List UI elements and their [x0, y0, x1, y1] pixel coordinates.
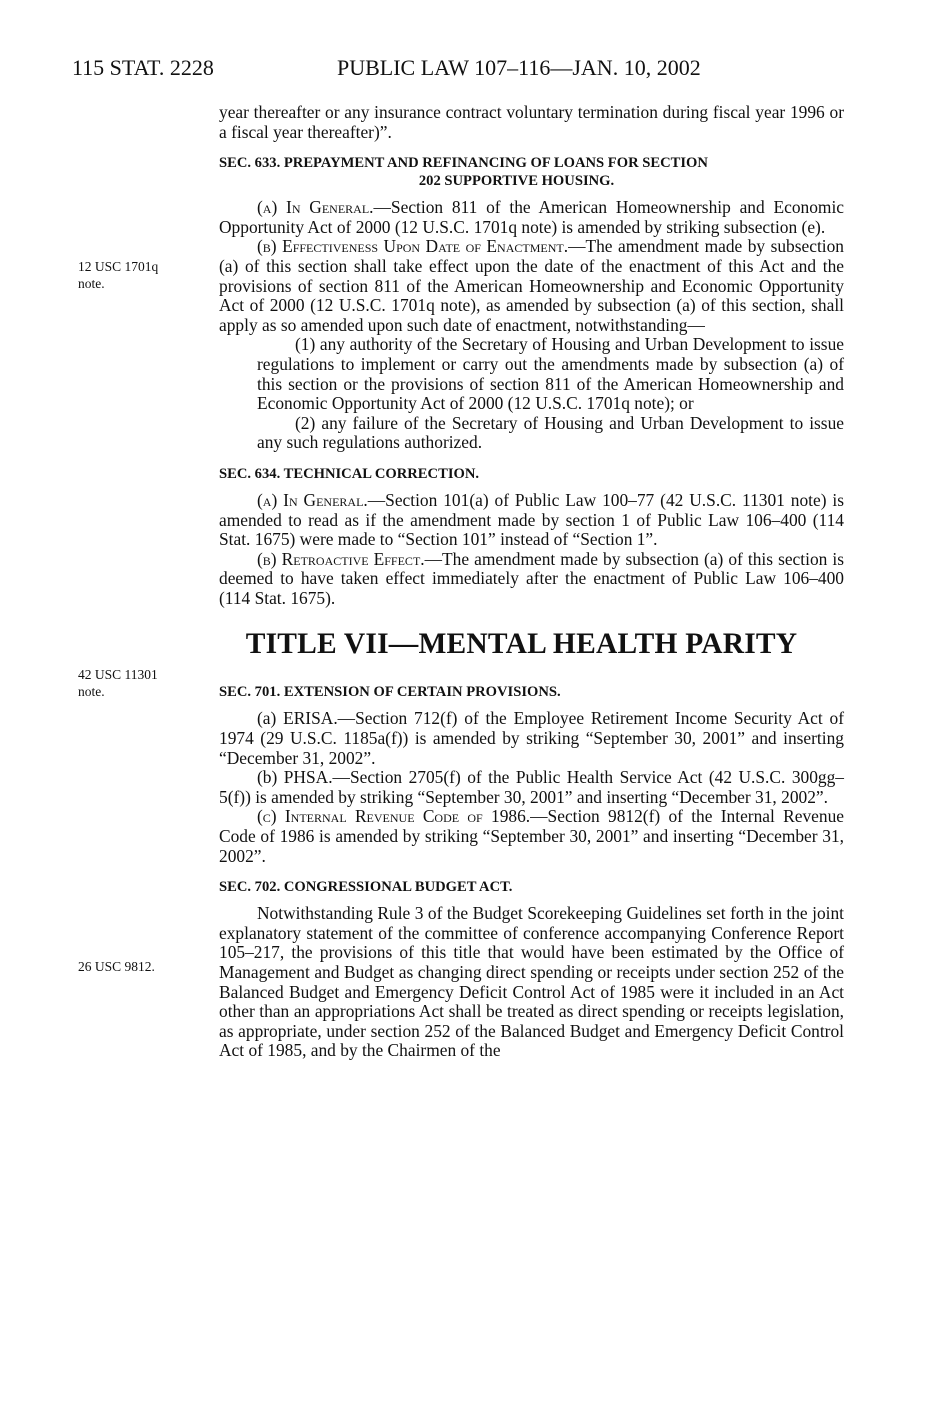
margin-note-12-usc-1701q: 12 USC 1701q note.: [78, 259, 159, 291]
section-634-heading: SEC. 634. TECHNICAL CORRECTION.: [219, 465, 480, 482]
running-header: [72, 55, 872, 85]
paragraph-continuation: year thereafter or any insurance contract voluntary termination during fiscal year 1996 or a fiscal year thereafter)”.: [219, 102, 844, 142]
section-633-a: (a) In General.—Section 811 of the American Homeownership and Economic Opportunity Act of 2000 (12 U.S.C. 1701q note) is amended by striking subsection (e).: [219, 197, 844, 237]
section-701-a: (a) ERISA.—Section 712(f) of the Employee Retirement Income Security Act of 1974 (29 U.S.C. 1185a(f)) is amended by striking “September 30, 2001” and inserting “December 31, 2002”.: [219, 708, 844, 768]
document-body: [219, 103, 844, 1061]
section-633-heading: SEC. 633. PREPAYMENT AND REFINANCING OF LOANS FOR SECTION 202 SUPPORTIVE HOUSING.: [219, 155, 708, 190]
section-634-a: (a) In General.—Section 101(a) of Public Law 100–77 (42 U.S.C. 11301 note) is amended to read as if the amendment made by section 1 of Public Law 106–400 (114 Stat. 1675) were made to “Section 101” instead of “Section 1”.: [219, 489, 845, 550]
section-701-b: (b) PHSA.—Section 2705(f) of the Public Health Service Act (42 U.S.C. 300gg–5(f)) is amended by striking “September 30, 2001” and inserting “December 31, 2002”.: [219, 767, 844, 807]
section-702-text: Notwithstanding Rule 3 of the Budget Scorekeeping Guidelines set forth in the joint explanatory statement of the committee of conference accompanying Conference Report 105–217, the provisions of this title that would have been estimated by the Office of Management and Budget as changing direct spending or receipts under section 252 of the Balanced Budget and Emergency Deficit Control Act of 1985 were it included in an Act other than an appropriations Act shall be treated as direct spending or receipts legislation, as appropriate, under section 252 of the Balanced Budget and Emergency Deficit Control Act of 1985, and by the Chairmen of the: [219, 903, 844, 1061]
section-633-b: (b) Effectiveness Upon Date of Enactment.—The amendment made by subsection (a) of this section shall take effect upon the date of the enactment of this Act and the provisions of section 811 of the American Homeownership and Economic Opportunity Act of 2000 (12 U.S.C. 1701q note), as amended by subsection (a) of this section, shall apply as so amended upon such date of enactment, notwithstanding—: [219, 236, 845, 335]
title-vii-heading: TITLE VII—MENTAL HEALTH PARITY: [245, 628, 798, 661]
public-law-citation: PUBLIC LAW 107–116—JAN. 10, 2002: [337, 55, 701, 80]
section-633-b-1: (1) any authority of the Secretary of Housing and Urban Development to issue regulations to implement or carry out the amendments made by subsection (a) of this section or the provisions of section 811 of the American Homeownership and Economic Opportunity Act of 2000 (12 U.S.C. 1701q note); or: [257, 334, 844, 414]
section-634-b: (b) Retroactive Effect.—The amendment made by subsection (a) of this section is deemed to have taken effect immediately after the enactment of Public Law 106–400 (114 Stat. 1675).: [219, 548, 844, 608]
section-633-b-2: (2) any failure of the Secretary of Housing and Urban Development to issue any such regulations authorized.: [257, 412, 844, 453]
section-702-heading: SEC. 702. CONGRESSIONAL BUDGET ACT.: [219, 879, 513, 896]
section-701-c: (c) Internal Revenue Code of 1986.—Section 9812(f) of the Internal Revenue Code of 1986 is amended by striking “September 30, 2001” and inserting “December 31, 2002”.: [219, 806, 844, 866]
stat-page-number: 115 STAT. 2228: [72, 55, 214, 80]
margin-note-26-usc-9812: 26 USC 9812.: [78, 959, 155, 974]
section-701-heading: SEC. 701. EXTENSION OF CERTAIN PROVISIONS.: [219, 684, 561, 701]
margin-note-42-usc-11301: 42 USC 11301 note.: [78, 667, 158, 699]
